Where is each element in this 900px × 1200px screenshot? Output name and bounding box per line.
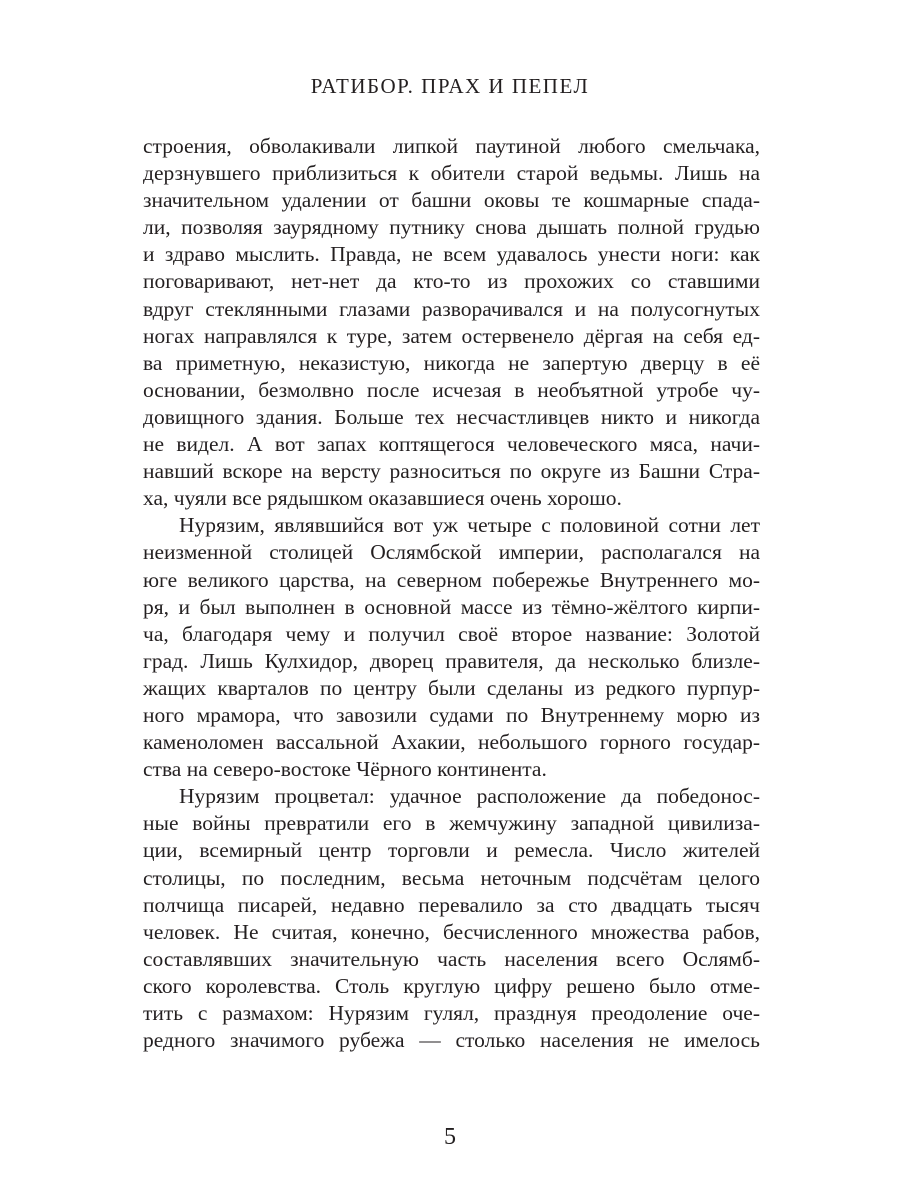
text-line: ли, позволяя заурядному путнику снова дышать полной грудью [143,215,760,240]
running-header: РАТИБОР. ПРАХ И ПЕПЕЛ [310,74,590,98]
text-line: ча, благодаря чему и получил своё второе название: Золотой [143,621,760,646]
text-line: Нурязим, являвшийся вот уж четыре с половиной сотни лет [179,513,760,538]
text-line: поговаривают, нет-нет да кто-то из прохожих со ставшими [143,269,760,294]
text-line: основании, безмолвно после исчезая в необъятной утробе чу- [143,377,760,402]
text-line: не видел. А вот запах коптящегося человеческого мяса, начи- [143,432,760,457]
text-line: неизменной столицей Ослямбской империи, располагался на [143,540,760,565]
text-line: довищного здания. Больше тех несчастливцев никто и никогда [143,404,760,429]
text-line: ха, чуяли все рядышком оказавшиеся очень хорошо. [143,486,622,511]
body-text [143,133,760,1054]
text-line: Нурязим процветал: удачное расположение да победонос- [179,784,760,809]
text-line: столицы, по последним, весьма неточным подсчётам целого [143,865,760,890]
text-line: дерзнувшего приблизиться к обители старой ведьмы. Лишь на [143,161,760,186]
text-line: редного значимого рубежа — столько населения не имелось [143,1028,760,1053]
text-line: ва приметную, неказистую, никогда не запертую дверцу в её [143,350,760,375]
text-line: каменоломен вассальной Ахакии, небольшого горного государ- [143,730,760,755]
paragraph [143,512,760,783]
text-line: составлявших значительную часть населения всего Ослямб- [143,946,760,971]
text-line: град. Лишь Кулхидор, дворец правителя, да несколько близле- [143,648,760,673]
text-line: полчища писарей, недавно перевалило за сто двадцать тысяч [143,892,760,917]
text-line: ря, и был выполнен в основной массе из тёмно-жёлтого кирпи- [143,594,760,619]
text-line: жащих кварталов по центру были сделаны из редкого пурпур- [143,675,760,700]
text-line: вдруг стеклянными глазами разворачивался и на полусогнутых [143,296,760,321]
text-line: ногах направлялся к туре, затем остервенело дёргая на себя ед- [143,323,760,348]
text-line: ные войны превратили его в жемчужину западной цивилиза- [143,811,760,836]
text-line: ства на северо-востоке Чёрного континента. [143,757,547,782]
paragraph [143,783,760,1054]
text-line: навший вскоре на версту разноситься по округе из Башни Стра- [143,459,760,484]
paragraph [143,133,760,512]
page-number: 5 [444,1124,456,1150]
text-line: ного мрамора, что завозили судами по Внутреннему морю из [143,702,760,727]
text-line: ского королевства. Столь круглую цифру решено было отме- [143,973,760,998]
text-line: значительном удалении от башни оковы те кошмарные спада- [143,188,760,213]
text-line: ции, всемирный центр торговли и ремесла. Число жителей [143,838,760,863]
text-line: тить с размахом: Нурязим гулял, празднуя преодоление оче- [143,1001,760,1025]
text-line: юге великого царства, на северном побережье Внутреннего мо- [143,567,760,592]
text-line: строения, обволакивали липкой паутиной любого смельчака, [143,134,760,158]
text-line: и здраво мыслить. Правда, не всем удавалось унести ноги: как [143,242,760,267]
text-line: человек. Не считая, конечно, бесчисленного множества рабов, [143,919,760,944]
